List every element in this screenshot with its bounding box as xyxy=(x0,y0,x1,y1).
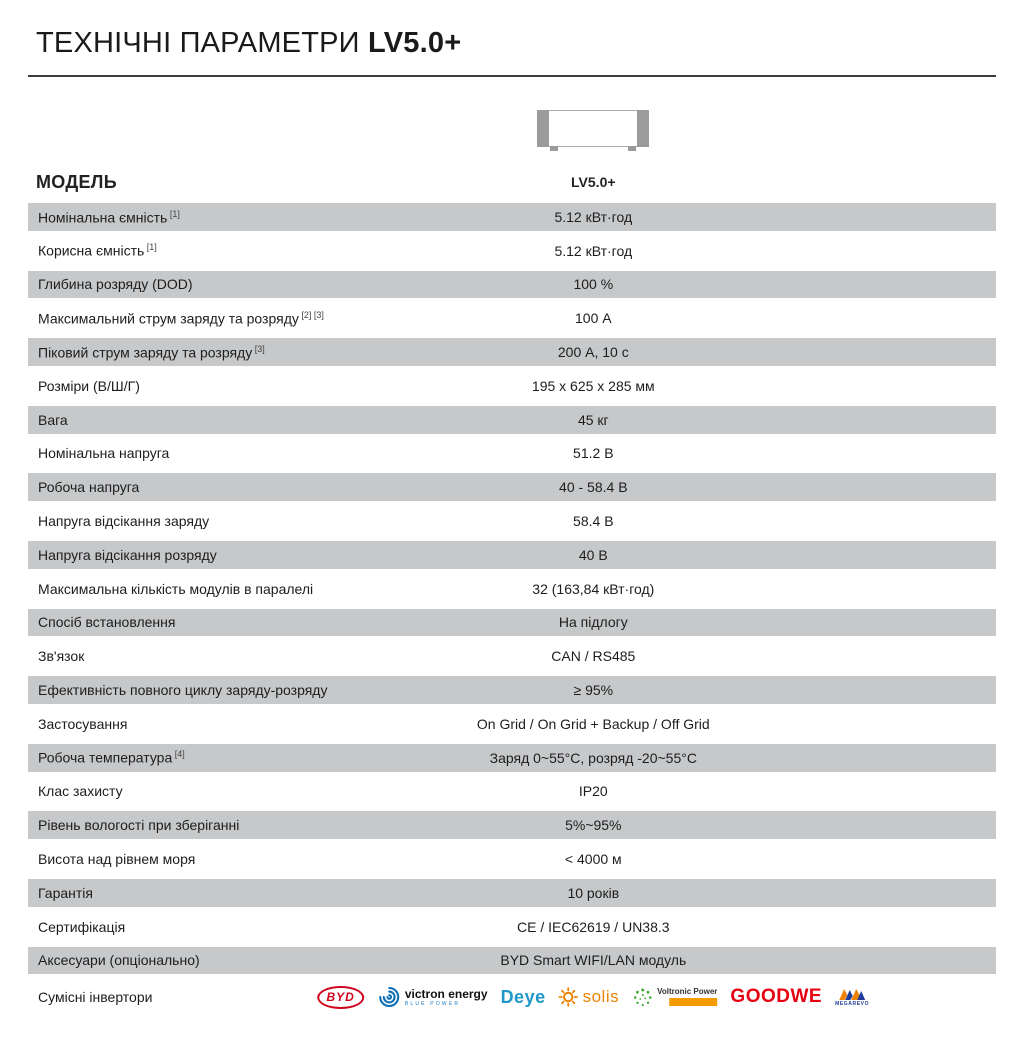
row-value: 200 А, 10 с xyxy=(557,344,629,361)
table-row xyxy=(28,977,996,1017)
row-value: IP20 xyxy=(578,783,608,800)
battery-left-handle xyxy=(537,110,549,147)
table-row xyxy=(28,369,996,403)
row-label: Робоча температура [4] xyxy=(38,749,185,766)
voltronic-orange-bar xyxy=(669,998,717,1006)
table-row xyxy=(28,606,996,640)
row-value: On Grid / On Grid + Backup / Off Grid xyxy=(476,715,710,732)
row-label: Клас захисту xyxy=(38,783,123,800)
footnote-marker: [1] xyxy=(144,242,157,253)
row-value: 100 А xyxy=(575,310,612,327)
row-value: 195 х 625 х 285 мм xyxy=(531,377,655,394)
row-label: Піковий струм заряду та розряду [3] xyxy=(38,343,265,361)
row-label: Застосування xyxy=(38,715,128,732)
page-title-model: LV5.0+ xyxy=(367,27,462,59)
row-value: 51.2 В xyxy=(573,445,614,462)
compatible-inverters-logos xyxy=(318,985,870,1009)
model-column-header: МОДЕЛЬ xyxy=(36,171,117,192)
product-image-area xyxy=(28,107,996,155)
spec-table-body xyxy=(28,200,996,1017)
row-label: Вага xyxy=(38,411,68,428)
deye-logo: Deye xyxy=(500,986,546,1007)
row-label: Ефективність повного циклу заряду-розряду xyxy=(38,682,328,699)
row-label: Максимальна кількість модулів в паралелі xyxy=(38,580,314,597)
row-label: Зв'язок xyxy=(38,648,85,665)
table-row xyxy=(28,470,996,504)
row-label: Гарантія xyxy=(38,884,93,901)
table-row xyxy=(28,842,996,876)
row-value: < 4000 м xyxy=(564,851,622,868)
row-label: Спосіб встановлення xyxy=(38,614,176,631)
footnote-marker: [4] xyxy=(172,749,185,760)
table-row xyxy=(28,707,996,741)
table-row xyxy=(28,200,996,234)
row-label: Корисна ємність [1] xyxy=(38,242,157,260)
row-value: ≥ 95% xyxy=(573,682,614,699)
row-label: Сумісні інвертори xyxy=(38,989,153,1006)
row-value: На підлогу xyxy=(558,614,628,631)
row-value: 32 (163,84 кВт·год) xyxy=(532,580,655,597)
page-title xyxy=(36,26,996,60)
model-header-row xyxy=(28,167,996,197)
table-row xyxy=(28,538,996,572)
battery-foot-left xyxy=(550,146,558,151)
table-row xyxy=(28,268,996,302)
row-label: Напруга відсікання заряду xyxy=(38,513,210,530)
victron-energy-logo: victron energy BLUE POWER xyxy=(377,985,488,1009)
row-value: CE / IEC62619 / UN38.3 xyxy=(517,918,670,935)
row-value: 45 кг xyxy=(577,411,609,428)
row-label: Напруга відсікання розряду xyxy=(38,546,217,563)
row-label: Номінальна ємність [1] xyxy=(38,208,180,226)
footnote-marker: [3] xyxy=(252,343,265,354)
table-row xyxy=(28,910,996,944)
table-row xyxy=(28,335,996,369)
table-row xyxy=(28,234,996,268)
table-row xyxy=(28,639,996,673)
row-value: BYD Smart WIFI/LAN модуль xyxy=(500,952,687,969)
row-value: Заряд 0~55°C, розряд -20~55°C xyxy=(489,749,697,766)
voltronic-globe-icon xyxy=(632,987,653,1008)
row-label: Рівень вологості при зберіганні xyxy=(38,817,240,834)
megarevo-mountains-icon xyxy=(838,987,866,1001)
row-label: Максимальний струм заряду та розряду [2] [3] xyxy=(38,309,324,327)
row-value: 40 В xyxy=(578,546,608,563)
page-title-text: ТЕХНІЧНІ ПАРАМЕТРИ xyxy=(36,27,360,59)
title-divider xyxy=(28,75,996,77)
battery-module-image xyxy=(537,110,649,147)
byd-logo: BYD xyxy=(318,986,364,1009)
table-row xyxy=(28,301,996,335)
table-row xyxy=(28,572,996,606)
row-label: Висота над рівнем моря xyxy=(38,851,196,868)
spec-sheet xyxy=(0,26,1024,1017)
table-row xyxy=(28,673,996,707)
goodwe-logo: GOODWE xyxy=(730,986,823,1008)
row-label: Розміри (В/Ш/Г) xyxy=(38,377,140,394)
table-row xyxy=(28,504,996,538)
battery-right-handle xyxy=(637,110,649,147)
row-value: 5.12 кВт·год xyxy=(554,242,633,259)
model-value: LV5.0+ xyxy=(571,174,616,190)
victron-swirl-icon xyxy=(377,985,401,1009)
solis-logo: solis xyxy=(559,987,620,1007)
row-label: Аксесуари (опціонально) xyxy=(38,952,200,969)
battery-foot-right xyxy=(628,146,636,151)
voltronic-power-logo: Voltronic Power xyxy=(632,987,717,1008)
row-label: Сертифікація xyxy=(38,918,126,935)
row-value: 58.4 В xyxy=(573,513,614,530)
row-value: 5%~95% xyxy=(565,817,622,834)
footnote-marker: [2] [3] xyxy=(298,309,324,320)
megarevo-logo: MEGAREVO xyxy=(835,987,869,1007)
footnote-marker: [1] xyxy=(167,208,180,219)
row-label: Глибина розряду (DOD) xyxy=(38,276,193,293)
solis-sun-icon xyxy=(559,987,579,1007)
table-row xyxy=(28,944,996,978)
row-value: 10 років xyxy=(567,884,620,901)
table-row xyxy=(28,403,996,437)
row-value: CAN / RS485 xyxy=(551,648,636,665)
table-row xyxy=(28,876,996,910)
table-row xyxy=(28,741,996,775)
table-row xyxy=(28,437,996,471)
row-value: 5.12 кВт·год xyxy=(554,208,633,225)
table-row xyxy=(28,808,996,842)
table-row xyxy=(28,775,996,809)
row-label: Робоча напруга xyxy=(38,479,140,496)
row-value: 40 - 58.4 В xyxy=(559,479,628,496)
row-value: 100 % xyxy=(573,276,614,293)
row-label: Номінальна напруга xyxy=(38,445,170,462)
